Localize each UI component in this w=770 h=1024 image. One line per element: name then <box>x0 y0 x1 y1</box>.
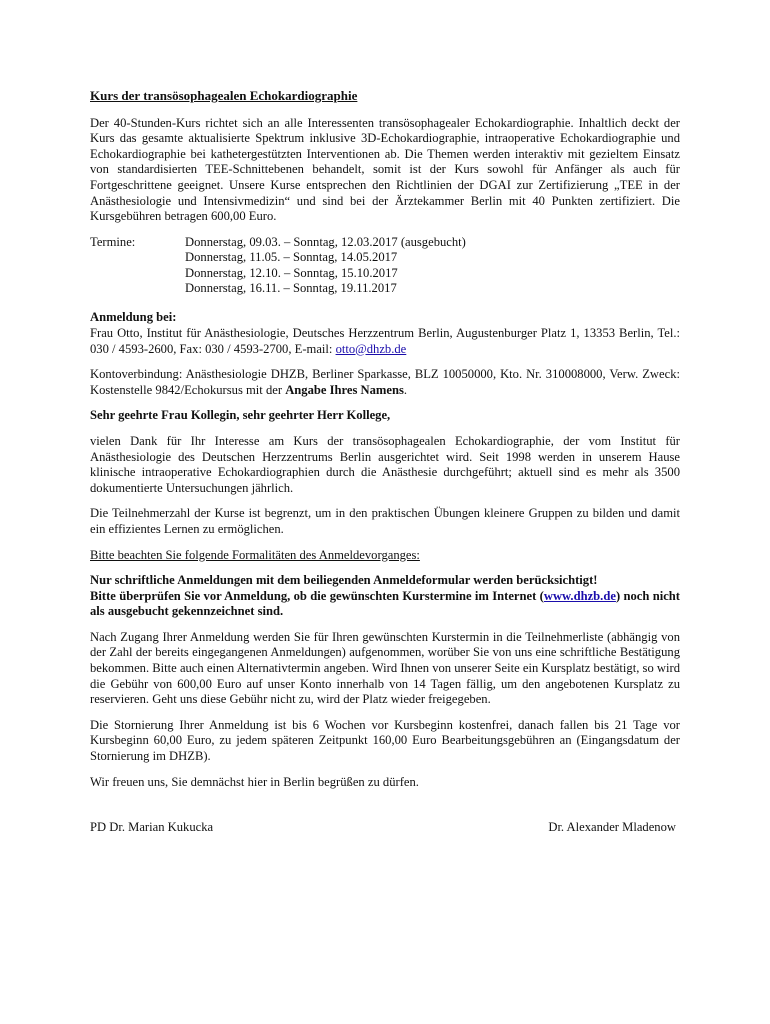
date-item: Donnerstag, 12.10. – Sonntag, 15.10.2017 <box>185 265 398 280</box>
body-paragraph-1: vielen Dank für Ihr Interesse am Kurs der transösophagealen Echokardiographie, der vom Institut für Anästhesiologie des Deutschen Herzzentrums Berlin ausgerichtet wird. Seit 1998 werden in unserem Hause klinische intraoperative Echokardiographien durch die Anästhesie durchgeführt; aktuell sind es mehr als 3500 dokumentierte Untersuchungen jährlich. <box>90 433 680 495</box>
notice-line-1: Nur schriftliche Anmeldungen mit dem beiliegenden Anmeldeformular werden berücksichtigt! <box>90 573 598 588</box>
signature-left: PD Dr. Marian Kukucka <box>90 820 214 835</box>
notice-paragraph <box>90 573 680 620</box>
date-item: Donnerstag, 09.03. – Sonntag, 12.03.2017 (ausgebucht) <box>185 234 466 249</box>
body-paragraph-2: Die Teilnehmerzahl der Kurse ist begrenzt, um in den praktischen Übungen kleinere Gruppen zu bilden und damit ein effizientes Lernen zu ermöglichen. <box>90 506 680 536</box>
intro-paragraph: Der 40-Stunden-Kurs richtet sich an alle Interessenten transösophagealer Echokardiographie. Inhaltlich deckt der Kurs das gesamte aktualisierte Spektrum inklusive 3D-Echokardiographie, intraoperative Echokardiographie und Echokardiographie bei kathetergestützten Interventionen ab. Die Themen werden interaktiv mit gezieltem Einsatz von standardisierten TEE-Schnittebenen behandelt, somit ist der Kurs sowohl für Anfänger als auch für Fortgeschrittene geeignet. Unsere Kurse entsprechen den Richtlinien der DGAI zur Zertifizierung „TEE in der Anästhesiologie und Intensivmedizin“ und sind bei der Ärztekammer Berlin mit 40 Punkten zertifiziert. Die Kursgebühren betragen 600,00 Euro. <box>90 115 680 224</box>
body-paragraph-4: Die Stornierung Ihrer Anmeldung ist bis 6 Wochen vor Kursbeginn kostenfrei, danach fallen bis 21 Tage vor Kursbeginn 60,00 Euro, zu jedem späteren Zeitpunkt 160,00 Euro Bearbeitungsgebühren an (Eingangsdatum der Stornierung im DHZB). <box>90 717 680 764</box>
email-link[interactable]: otto@dhzb.de <box>335 341 407 356</box>
registration-heading: Anmeldung bei: <box>90 310 177 325</box>
signatures <box>90 820 680 836</box>
bank-details <box>90 367 680 398</box>
notice-line-2: Bitte überprüfen Sie vor Anmeldung, ob die gewünschten Kurstermine im Internet ( <box>90 588 544 603</box>
date-item: Donnerstag, 11.05. – Sonntag, 14.05.2017 <box>185 250 398 265</box>
bank-emphasis: Angabe Ihres Namens <box>285 382 404 397</box>
website-link[interactable]: www.dhzb.de <box>543 588 616 603</box>
document-title: Kurs der transösophagealen Echokardiographie <box>90 88 358 103</box>
dates-label: Termine: <box>90 234 136 249</box>
course-dates <box>90 235 680 297</box>
bank-end: . <box>403 382 408 397</box>
formalities-heading: Bitte beachten Sie folgende Formalitäten des Anmeldevorganges: <box>90 547 420 562</box>
signature-right: Dr. Alexander Mladenow <box>548 820 676 835</box>
dates-list <box>185 235 466 297</box>
body-paragraph-3: Nach Zugang Ihrer Anmeldung werden Sie für Ihren gewünschten Kurstermin in die Teilnehmerliste (abhängig von der Zahl der bereits eingegangenen Anmeldungen) aufgenommen, worüber Sie von uns eine schriftliche Bestätigung bekommen. Bitte auch einen Alternativtermin angeben. Wird Ihnen von unserer Seite ein Kursplatz bestätigt, so wird die Gebühr von 600,00 Euro auf unser Konto innerhalb von 14 Tagen fällig, um den angebotenen Kursplatz zu reservieren. Geht uns diese Gebühr nicht zu, wird der Platz wieder freigegeben. <box>90 629 680 707</box>
bank-text: Kontoverbindung: Anästhesiologie DHZB, Berliner Sparkasse, BLZ 10050000, Kto. Nr. 310008000, Verw. Zweck: Kostenstelle 9842/Echokursus mit der <box>90 367 680 397</box>
salutation: Sehr geehrte Frau Kollegin, sehr geehrter Herr Kollege, <box>90 408 391 423</box>
notice-line-2-end: ) noch nicht als ausgebucht gekennzeichnet sind. <box>90 588 680 619</box>
date-item: Donnerstag, 16.11. – Sonntag, 19.11.2017 <box>185 280 397 295</box>
registration-text: Frau Otto, Institut für Anästhesiologie, Deutsches Herzzentrum Berlin, Augustenburger Platz 1, 13353 Berlin, Tel.: 030 / 4593-2600, Fax: 030 / 4593-2700, E-mail: <box>90 325 680 356</box>
closing-line: Wir freuen uns, Sie demnächst hier in Berlin begrüßen zu dürfen. <box>90 774 419 789</box>
registration-contact <box>90 326 680 357</box>
